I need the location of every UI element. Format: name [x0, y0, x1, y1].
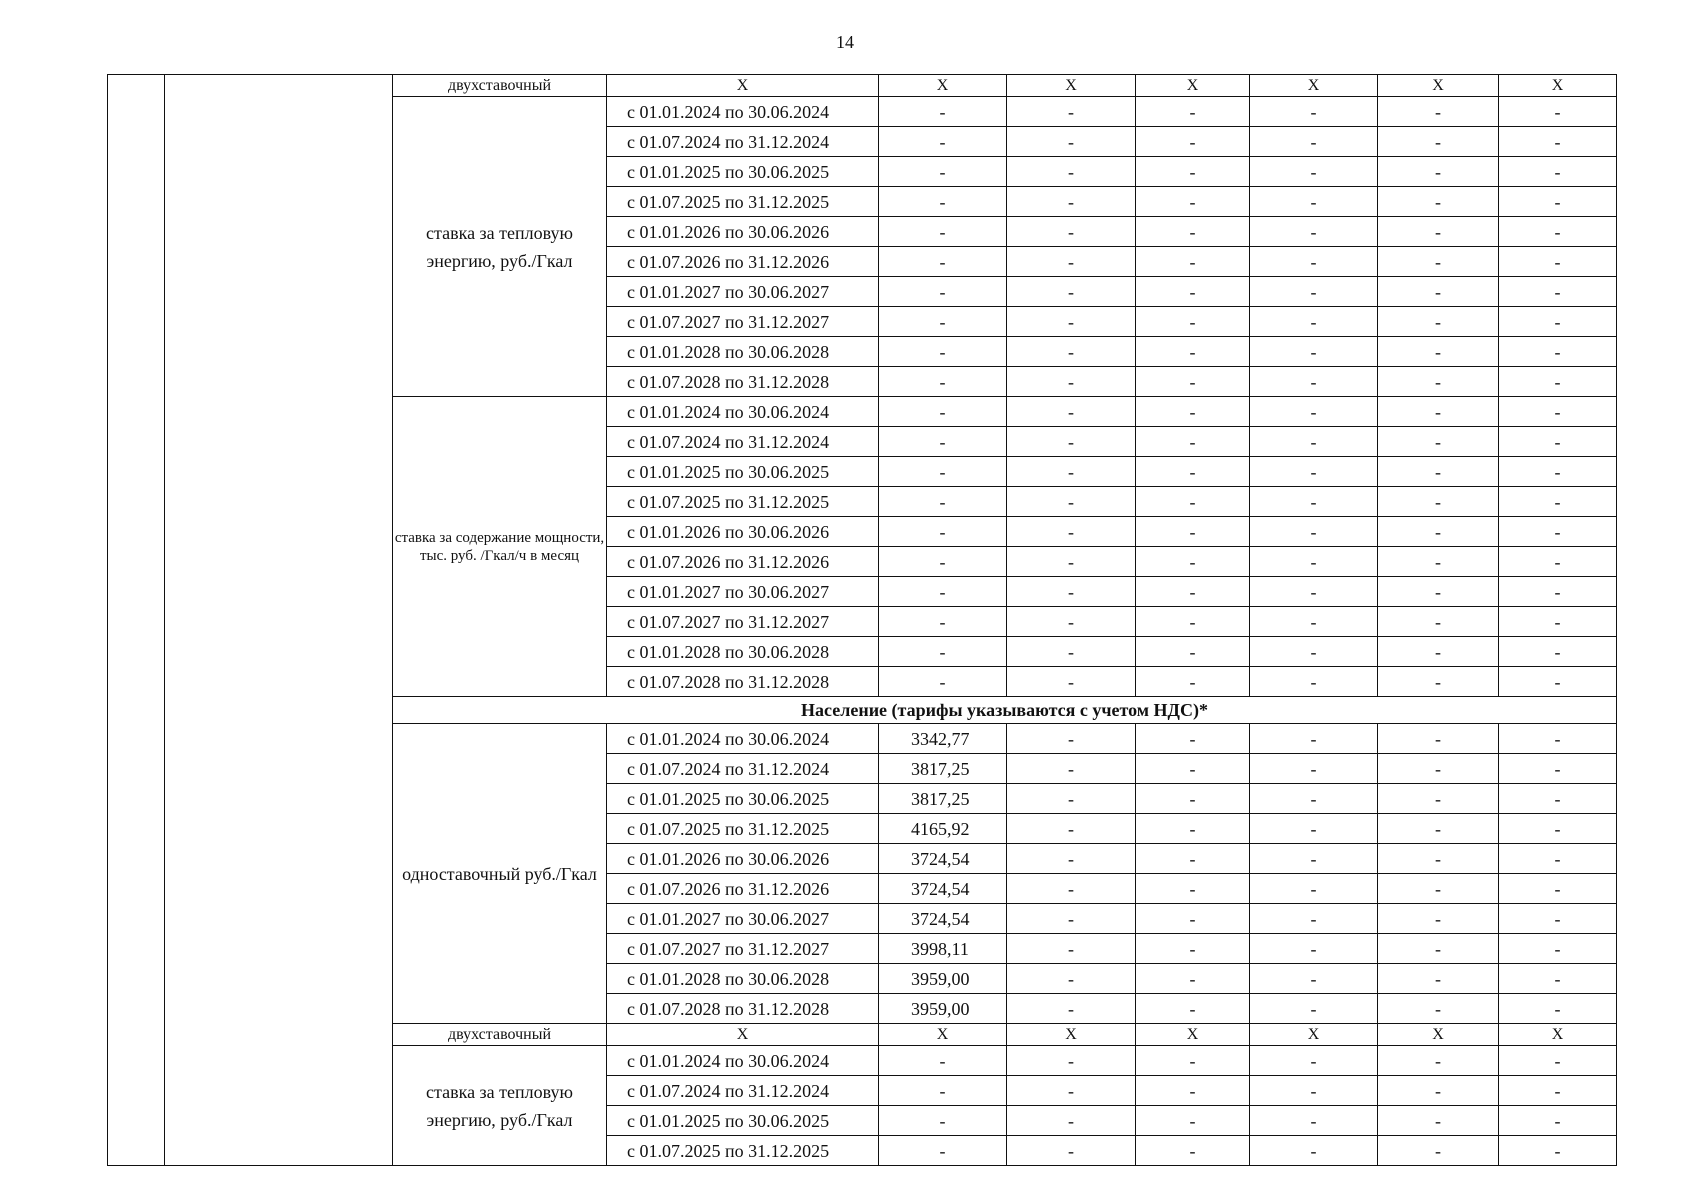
dash-value: -	[1007, 724, 1136, 754]
dash-value: -	[879, 607, 1007, 637]
dash-value: -	[1250, 1106, 1378, 1136]
dash-value: -	[1007, 187, 1136, 217]
dash-value: -	[1378, 547, 1499, 577]
period-cell: с 01.01.2024 по 30.06.2024	[607, 397, 879, 427]
dash-value: -	[1499, 367, 1617, 397]
x-mark: Х	[1136, 75, 1250, 97]
dash-value: -	[1378, 517, 1499, 547]
table-body	[108, 75, 1617, 1166]
dash-value: -	[1499, 1076, 1617, 1106]
period-cell: с 01.01.2028 по 30.06.2028	[607, 964, 879, 994]
dash-value: -	[1499, 457, 1617, 487]
dash-value: -	[879, 457, 1007, 487]
tariff-table	[107, 74, 1617, 1166]
dash-value: -	[1499, 577, 1617, 607]
dash-value: -	[1378, 1136, 1499, 1166]
dash-value: -	[1499, 187, 1617, 217]
tariff-value: 3724,54	[879, 904, 1007, 934]
tariff-value: 3817,25	[879, 754, 1007, 784]
x-mark: Х	[1499, 1024, 1617, 1046]
period-cell: с 01.07.2026 по 31.12.2026	[607, 874, 879, 904]
dash-value: -	[1250, 157, 1378, 187]
dash-value: -	[1250, 994, 1378, 1024]
dash-value: -	[1250, 217, 1378, 247]
dash-value: -	[1250, 637, 1378, 667]
period-cell: с 01.01.2027 по 30.06.2027	[607, 904, 879, 934]
x-mark: Х	[1499, 75, 1617, 97]
dash-value: -	[1250, 247, 1378, 277]
dash-value: -	[1007, 307, 1136, 337]
dash-value: -	[1378, 187, 1499, 217]
dash-value: -	[879, 577, 1007, 607]
dash-value: -	[1499, 637, 1617, 667]
dash-value: -	[1378, 994, 1499, 1024]
dash-value: -	[1007, 517, 1136, 547]
dash-value: -	[1499, 427, 1617, 457]
period-cell: с 01.01.2025 по 30.06.2025	[607, 784, 879, 814]
dash-value: -	[879, 337, 1007, 367]
dash-value: -	[1007, 754, 1136, 784]
dash-value: -	[1499, 397, 1617, 427]
dash-value: -	[1007, 1106, 1136, 1136]
dash-value: -	[1136, 127, 1250, 157]
dash-value: -	[1136, 814, 1250, 844]
dash-value: -	[1499, 964, 1617, 994]
dash-value: -	[1007, 127, 1136, 157]
period-cell: с 01.07.2025 по 31.12.2025	[607, 187, 879, 217]
tariff-value: 3959,00	[879, 964, 1007, 994]
dash-value: -	[879, 157, 1007, 187]
dash-value: -	[1136, 187, 1250, 217]
dash-value: -	[1499, 724, 1617, 754]
dash-value: -	[1250, 337, 1378, 367]
dash-value: -	[1007, 934, 1136, 964]
tariff-value: 3342,77	[879, 724, 1007, 754]
dash-value: -	[1007, 904, 1136, 934]
dash-value: -	[1250, 1046, 1378, 1076]
x-mark: Х	[1378, 1024, 1499, 1046]
dash-value: -	[1499, 97, 1617, 127]
dash-value: -	[1136, 1076, 1250, 1106]
x-mark: Х	[879, 75, 1007, 97]
dash-value: -	[879, 277, 1007, 307]
dash-value: -	[1378, 97, 1499, 127]
period-cell: с 01.07.2028 по 31.12.2028	[607, 994, 879, 1024]
one-rate-label: одноставочный руб./Гкал	[393, 724, 607, 1024]
dash-value: -	[879, 247, 1007, 277]
dash-value: -	[1136, 934, 1250, 964]
dash-value: -	[1007, 637, 1136, 667]
dash-value: -	[1378, 784, 1499, 814]
tariff-value: 4165,92	[879, 814, 1007, 844]
dash-value: -	[1499, 754, 1617, 784]
dash-value: -	[1250, 547, 1378, 577]
dash-value: -	[879, 127, 1007, 157]
dash-value: -	[1007, 337, 1136, 367]
dash-value: -	[879, 1106, 1007, 1136]
period-cell: с 01.07.2025 по 31.12.2025	[607, 1136, 879, 1166]
dash-value: -	[1007, 217, 1136, 247]
tariff-value: 3724,54	[879, 874, 1007, 904]
dash-value: -	[879, 397, 1007, 427]
dash-value: -	[1250, 577, 1378, 607]
period-cell: с 01.07.2027 по 31.12.2027	[607, 307, 879, 337]
dash-value: -	[1250, 487, 1378, 517]
dash-value: -	[1250, 667, 1378, 697]
dash-value: -	[1136, 1136, 1250, 1166]
period-cell: с 01.07.2028 по 31.12.2028	[607, 367, 879, 397]
dash-value: -	[1250, 397, 1378, 427]
dash-value: -	[879, 217, 1007, 247]
dash-value: -	[1378, 1106, 1499, 1136]
dash-value: -	[879, 1076, 1007, 1106]
dash-value: -	[1136, 844, 1250, 874]
dash-value: -	[1136, 994, 1250, 1024]
dash-value: -	[1136, 277, 1250, 307]
dash-value: -	[1136, 1046, 1250, 1076]
dash-value: -	[879, 637, 1007, 667]
dash-value: -	[1499, 487, 1617, 517]
period-cell: с 01.01.2026 по 30.06.2026	[607, 844, 879, 874]
dash-value: -	[1499, 994, 1617, 1024]
period-cell: с 01.07.2027 по 31.12.2027	[607, 607, 879, 637]
dash-value: -	[1136, 547, 1250, 577]
dash-value: -	[879, 187, 1007, 217]
dash-value: -	[1136, 337, 1250, 367]
dash-value: -	[1378, 457, 1499, 487]
dash-value: -	[1378, 1076, 1499, 1106]
dash-value: -	[1250, 307, 1378, 337]
dash-value: -	[1250, 277, 1378, 307]
dash-value: -	[1250, 457, 1378, 487]
dash-value: -	[1378, 427, 1499, 457]
dash-value: -	[1136, 754, 1250, 784]
dash-value: -	[1136, 637, 1250, 667]
dash-value: -	[879, 1136, 1007, 1166]
period-cell: с 01.01.2024 по 30.06.2024	[607, 724, 879, 754]
dash-value: -	[1378, 367, 1499, 397]
dash-value: -	[1378, 277, 1499, 307]
dash-value: -	[879, 427, 1007, 457]
period-cell: с 01.07.2026 по 31.12.2026	[607, 547, 879, 577]
dash-value: -	[1378, 637, 1499, 667]
dash-value: -	[1250, 874, 1378, 904]
dash-value: -	[879, 517, 1007, 547]
dash-value: -	[1378, 607, 1499, 637]
period-cell: с 01.01.2026 по 30.06.2026	[607, 517, 879, 547]
period-cell: с 01.01.2025 по 30.06.2025	[607, 457, 879, 487]
dash-value: -	[1499, 667, 1617, 697]
dash-value: -	[1007, 1076, 1136, 1106]
dash-value: -	[1250, 517, 1378, 547]
dash-value: -	[1007, 97, 1136, 127]
dash-value: -	[1136, 427, 1250, 457]
dash-value: -	[1499, 157, 1617, 187]
dash-value: -	[1499, 277, 1617, 307]
x-mark: Х	[1250, 1024, 1378, 1046]
dash-value: -	[1250, 934, 1378, 964]
period-cell: с 01.01.2027 по 30.06.2027	[607, 277, 879, 307]
dash-value: -	[1499, 844, 1617, 874]
period-cell: с 01.01.2028 по 30.06.2028	[607, 637, 879, 667]
dash-value: -	[1007, 247, 1136, 277]
dash-value: -	[1007, 457, 1136, 487]
period-cell: с 01.07.2024 по 31.12.2024	[607, 1076, 879, 1106]
dash-value: -	[1250, 754, 1378, 784]
dash-value: -	[1499, 934, 1617, 964]
two-rate-label: двухставочный	[393, 75, 607, 97]
dash-value: -	[1136, 667, 1250, 697]
dash-value: -	[1007, 784, 1136, 814]
dash-value: -	[1378, 217, 1499, 247]
dash-value: -	[1136, 367, 1250, 397]
period-cell: с 01.07.2027 по 31.12.2027	[607, 934, 879, 964]
dash-value: -	[1499, 547, 1617, 577]
period-cell: с 01.01.2025 по 30.06.2025	[607, 1106, 879, 1136]
dash-value: -	[1499, 337, 1617, 367]
x-mark: Х	[1007, 75, 1136, 97]
dash-value: -	[1378, 1046, 1499, 1076]
period-cell: с 01.01.2028 по 30.06.2028	[607, 337, 879, 367]
dash-value: -	[1378, 814, 1499, 844]
dash-value: -	[1136, 97, 1250, 127]
dash-value: -	[1250, 97, 1378, 127]
population-section-title: Население (тарифы указываются с учетом НДС)*	[393, 697, 1617, 724]
dash-value: -	[1136, 724, 1250, 754]
dash-value: -	[1250, 427, 1378, 457]
tariff-value: 3959,00	[879, 994, 1007, 1024]
dash-value: -	[1250, 367, 1378, 397]
dash-value: -	[1136, 874, 1250, 904]
dash-value: -	[1007, 397, 1136, 427]
dash-value: -	[1136, 1106, 1250, 1136]
dash-value: -	[1250, 1136, 1378, 1166]
dash-value: -	[1136, 157, 1250, 187]
dash-value: -	[1250, 814, 1378, 844]
dash-value: -	[1378, 874, 1499, 904]
dash-value: -	[1136, 964, 1250, 994]
tariff-value: 3724,54	[879, 844, 1007, 874]
dash-value: -	[1378, 337, 1499, 367]
dash-value: -	[1136, 517, 1250, 547]
empty-number-column	[108, 75, 165, 1166]
dash-value: -	[1499, 127, 1617, 157]
dash-value: -	[1136, 217, 1250, 247]
dash-value: -	[1136, 784, 1250, 814]
dash-value: -	[1499, 874, 1617, 904]
dash-value: -	[1136, 247, 1250, 277]
tariff-value: 3998,11	[879, 934, 1007, 964]
x-mark: Х	[1007, 1024, 1136, 1046]
period-cell: с 01.01.2024 по 30.06.2024	[607, 1046, 879, 1076]
dash-value: -	[1136, 904, 1250, 934]
period-cell: с 01.07.2025 по 31.12.2025	[607, 487, 879, 517]
dash-value: -	[1007, 964, 1136, 994]
dash-value: -	[879, 97, 1007, 127]
dash-value: -	[1007, 607, 1136, 637]
period-cell: с 01.07.2024 по 31.12.2024	[607, 427, 879, 457]
dash-value: -	[1378, 307, 1499, 337]
dash-value: -	[1378, 127, 1499, 157]
period-cell: с 01.01.2025 по 30.06.2025	[607, 157, 879, 187]
dash-value: -	[1378, 964, 1499, 994]
dash-value: -	[1007, 427, 1136, 457]
dash-value: -	[879, 487, 1007, 517]
dash-value: -	[1007, 994, 1136, 1024]
x-mark: Х	[1378, 75, 1499, 97]
dash-value: -	[1499, 1136, 1617, 1166]
dash-value: -	[1250, 964, 1378, 994]
dash-value: -	[1250, 784, 1378, 814]
dash-value: -	[1499, 217, 1617, 247]
dash-value: -	[1378, 247, 1499, 277]
x-mark: Х	[607, 75, 879, 97]
period-cell: с 01.07.2024 по 31.12.2024	[607, 754, 879, 784]
dash-value: -	[879, 307, 1007, 337]
dash-value: -	[1136, 307, 1250, 337]
dash-value: -	[1007, 577, 1136, 607]
x-mark: Х	[879, 1024, 1007, 1046]
dash-value: -	[1007, 277, 1136, 307]
dash-value: -	[1499, 1046, 1617, 1076]
dash-value: -	[1378, 844, 1499, 874]
capacity-rate-label: ставка за содержание мощности, тыс. руб. /Гкал/ч в месяц	[393, 397, 607, 697]
tariff-value: 3817,25	[879, 784, 1007, 814]
period-cell: с 01.01.2027 по 30.06.2027	[607, 577, 879, 607]
period-cell: с 01.07.2024 по 31.12.2024	[607, 127, 879, 157]
dash-value: -	[1007, 157, 1136, 187]
dash-value: -	[1007, 1046, 1136, 1076]
dash-value: -	[1007, 874, 1136, 904]
dash-value: -	[1007, 667, 1136, 697]
empty-organization-column	[165, 75, 393, 1166]
period-cell: с 01.01.2026 по 30.06.2026	[607, 217, 879, 247]
dash-value: -	[1378, 487, 1499, 517]
two-rate-label: двухставочный	[393, 1024, 607, 1046]
dash-value: -	[1250, 904, 1378, 934]
dash-value: -	[1136, 457, 1250, 487]
dash-value: -	[1250, 127, 1378, 157]
page-number: 14	[836, 32, 854, 52]
dash-value: -	[1007, 814, 1136, 844]
period-cell: с 01.07.2026 по 31.12.2026	[607, 247, 879, 277]
dash-value: -	[879, 547, 1007, 577]
dash-value: -	[1378, 577, 1499, 607]
dash-value: -	[1136, 487, 1250, 517]
x-mark: Х	[1250, 75, 1378, 97]
dash-value: -	[1007, 844, 1136, 874]
dash-value: -	[1250, 187, 1378, 217]
dash-value: -	[1378, 754, 1499, 784]
x-mark: Х	[607, 1024, 879, 1046]
dash-value: -	[1499, 607, 1617, 637]
period-cell: с 01.07.2025 по 31.12.2025	[607, 814, 879, 844]
dash-value: -	[1378, 157, 1499, 187]
dash-value: -	[1499, 247, 1617, 277]
period-cell: с 01.01.2024 по 30.06.2024	[607, 97, 879, 127]
dash-value: -	[1136, 577, 1250, 607]
dash-value: -	[1250, 607, 1378, 637]
dash-value: -	[1250, 724, 1378, 754]
heat-energy-rate-label: ставка за тепловую энергию, руб./Гкал	[393, 1046, 607, 1166]
dash-value: -	[1136, 397, 1250, 427]
dash-value: -	[879, 1046, 1007, 1076]
period-cell: с 01.07.2028 по 31.12.2028	[607, 667, 879, 697]
dash-value: -	[1499, 1106, 1617, 1136]
dash-value: -	[1378, 724, 1499, 754]
dash-value: -	[1378, 397, 1499, 427]
dash-value: -	[1007, 1136, 1136, 1166]
dash-value: -	[1378, 904, 1499, 934]
dash-value: -	[879, 667, 1007, 697]
dash-value: -	[879, 367, 1007, 397]
dash-value: -	[1007, 487, 1136, 517]
dash-value: -	[1499, 784, 1617, 814]
dash-value: -	[1499, 307, 1617, 337]
dash-value: -	[1007, 367, 1136, 397]
dash-value: -	[1250, 844, 1378, 874]
dash-value: -	[1007, 547, 1136, 577]
dash-value: -	[1378, 667, 1499, 697]
dash-value: -	[1499, 904, 1617, 934]
dash-value: -	[1136, 607, 1250, 637]
dash-value: -	[1250, 1076, 1378, 1106]
x-mark: Х	[1136, 1024, 1250, 1046]
dash-value: -	[1378, 934, 1499, 964]
dash-value: -	[1499, 517, 1617, 547]
dash-value: -	[1499, 814, 1617, 844]
table-row	[108, 75, 1617, 97]
heat-energy-rate-label: ставка за тепловую энергию, руб./Гкал	[393, 97, 607, 397]
